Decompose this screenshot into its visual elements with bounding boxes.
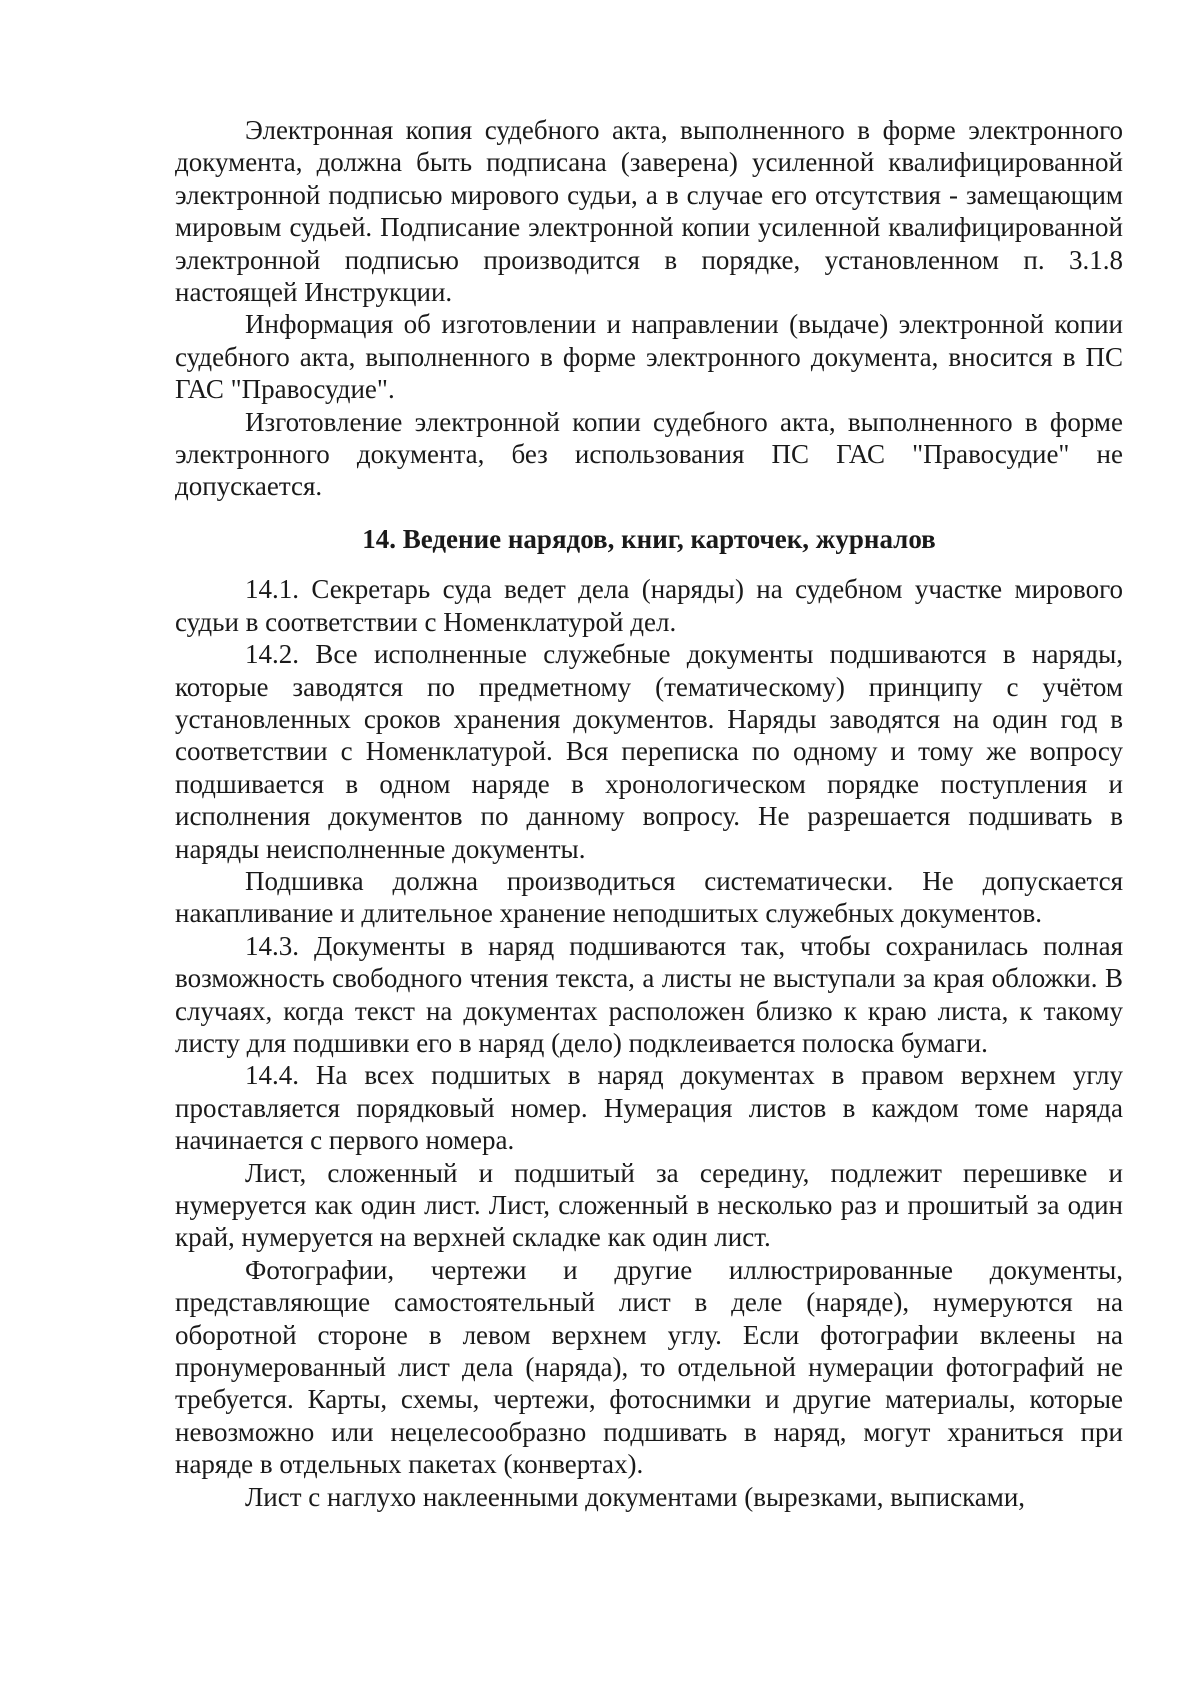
paragraph-14-2: 14.2. Все исполненные служебные документы подшиваются в наряды, которые заводятся по предметному (тематическому) принципу с учётом установленных сроков хранения документов. Наряды заводятся на один год в соответствии с Номенклатурой. Вся переписка по одному и тому же вопросу подшивается в одном наряде в хронологическом порядке поступления и исполнения документов по данному вопросу. Не разрешается подшивать в наряды неисполненные документы. — [175, 639, 1123, 864]
paragraph-14-1: 14.1. Секретарь суда ведет дела (наряды) на судебном участке мирового судьи в соответствии с Номенклатурой дел. — [175, 574, 1123, 637]
paragraph-electronic-copy-restriction: Изготовление электронной копии судебного акта, выполненного в форме электронного документа, без использования ПС ГАС "Правосудие" не допускается. — [175, 406, 1123, 502]
paragraph-folded-sheet: Лист, сложенный и подшитый за середину, подлежит перешивке и нумеруется как один лист. Лист, сложенный в несколько раз и прошитый за один край, нумеруется на верхней складке как один лист. — [175, 1157, 1123, 1253]
paragraph-photographs: Фотографии, чертежи и другие иллюстрированные документы, представляющие самостоятельный лист в деле (наряде), нумеруются на оборотной стороне в левом верхнем углу. Если фотографии вклеены на пронумерованный лист дела (наряда), то отдельной нумерации фотографий не требуется. Карты, схемы, чертежи, фотоснимки и другие материалы, которые невозможно или нецелесообразно подшивать в наряд, могут храниться при наряде в отдельных пакетах (конвертах). — [175, 1254, 1123, 1480]
document-body — [175, 114, 1123, 1513]
paragraph-pasted-documents: Лист с наглухо наклеенными документами (вырезками, выписками, — [245, 1481, 1026, 1512]
paragraph-14-4: 14.4. На всех подшитых в наряд документах в правом верхнем углу проставляется порядковый номер. Нумерация листов в каждом томе наряда начинается с первого номера. — [175, 1060, 1123, 1156]
paragraph-filing-systematic: Подшивка должна производиться систематически. Не допускается накапливание и длительное хранение неподшитых служебных документов. — [175, 865, 1123, 929]
paragraph-14-3: 14.3. Документы в наряд подшиваются так, чтобы сохранилась полная возможность свободного чтения текста, а листы не выступали за края обложки. В случаях, когда текст на документах расположен близко к краю листа, к такому листу для подшивки его в наряд (дело) подклеивается полоска бумаги. — [175, 930, 1123, 1058]
paragraph-electronic-copy-info: Информация об изготовлении и направлении (выдаче) электронной копии судебного акта, выполненного в форме электронного документа, вносится в ПС ГАС "Правосудие". — [175, 309, 1123, 405]
paragraph-electronic-copy-signing: Электронная копия судебного акта, выполненного в форме электронного документа, должна быть подписана (заверена) усиленной квалифицированной электронной подписью мирового судьи, а в случае его отсутствия - замещающим мировым судьей. Подписание электронной копии усиленной квалифицированной электронной подписью производится в порядке, установленном п. 3.1.8 настоящей Инструкции. — [175, 115, 1123, 308]
section-heading: 14. Ведение нарядов, книг, карточек, журналов — [362, 523, 936, 554]
